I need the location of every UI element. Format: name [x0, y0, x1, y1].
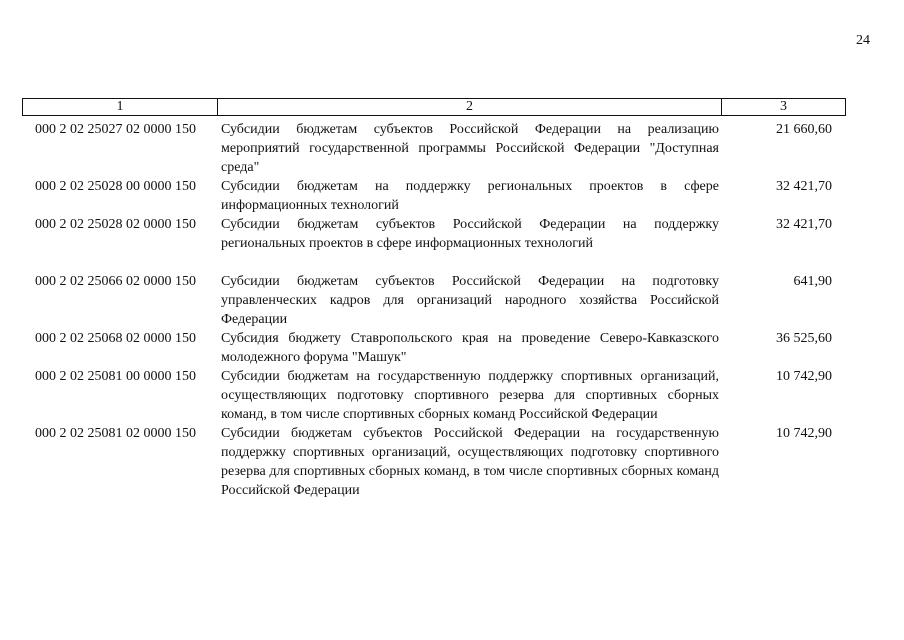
table-row — [22, 177, 846, 215]
row-amount: 10 742,90 — [776, 426, 832, 441]
budget-code: 000 2 02 25066 02 0000 150 — [35, 274, 196, 289]
table-row — [22, 367, 846, 424]
budget-code: 000 2 02 25081 02 0000 150 — [35, 426, 196, 441]
row-amount: 36 525,60 — [776, 331, 832, 346]
table-row — [22, 215, 846, 253]
budget-code: 000 2 02 25081 00 0000 150 — [35, 369, 196, 384]
page-number: 24 — [856, 33, 870, 48]
row-description: Субсидии бюджетам субъектов Российской Федерации на государственную поддержку спортивных организаций, осуществляющих подготовку спортивного резерва для спортивных сборных команд, в том числе спортивных сборных команд Российской Федерации — [221, 426, 719, 498]
row-description: Субсидии бюджетам субъектов Российской Федерации на реализацию мероприятий государственной программы Российской Федерации "Доступная среда" — [221, 122, 719, 175]
row-amount: 641,90 — [793, 274, 832, 289]
row-description: Субсидии бюджетам субъектов Российской Федерации на поддержку региональных проектов в сфере информационных технологий — [221, 217, 719, 251]
column-header-1: 1 — [23, 99, 218, 115]
row-description: Субсидии бюджетам субъектов Российской Федерации на подготовку управленческих кадров для организаций народного хозяйства Российской Федерации — [221, 274, 719, 327]
row-description: Субсидии бюджетам на государственную поддержку спортивных организаций, осуществляющих подготовку спортивного резерва для спортивных сборных команд, в том числе спортивных сборных команд Российской Федерации — [221, 369, 719, 422]
table-row — [22, 120, 846, 177]
row-amount: 10 742,90 — [776, 369, 832, 384]
table-header — [22, 98, 846, 116]
table-row — [22, 272, 846, 329]
table-row — [22, 329, 846, 367]
row-amount: 32 421,70 — [776, 179, 832, 194]
table-row — [22, 424, 846, 500]
column-header-2: 2 — [218, 99, 722, 115]
row-description: Субсидии бюджетам на поддержку региональных проектов в сфере информационных технологий — [221, 179, 719, 213]
column-header-3: 3 — [780, 99, 787, 114]
row-description: Субсидия бюджету Ставропольского края на проведение Северо-Кавказского молодежного форума "Машук" — [221, 331, 719, 365]
budget-code: 000 2 02 25027 02 0000 150 — [35, 122, 196, 137]
budget-code: 000 2 02 25028 02 0000 150 — [35, 217, 196, 232]
budget-code: 000 2 02 25068 02 0000 150 — [35, 331, 196, 346]
row-amount: 21 660,60 — [776, 122, 832, 137]
row-amount: 32 421,70 — [776, 217, 832, 232]
table-body — [22, 120, 846, 500]
budget-code: 000 2 02 25028 00 0000 150 — [35, 179, 196, 194]
